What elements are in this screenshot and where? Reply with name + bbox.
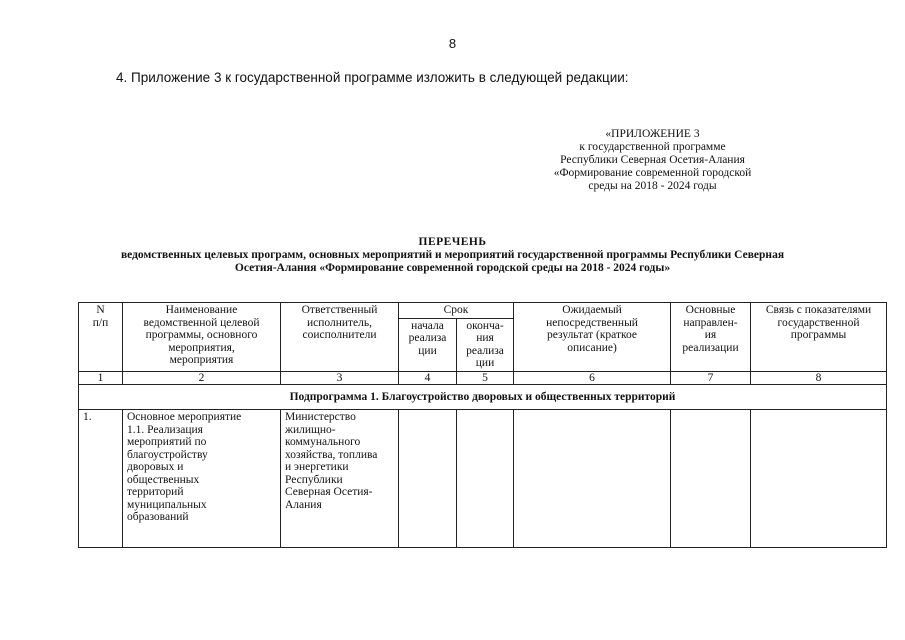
row-start: [399, 410, 457, 548]
appendix-line: среды на 2018 - 2024 годы: [588, 180, 717, 192]
row-responsible: Министерство жилищно- коммунального хозяйства, топлива и энергетики Республики Северная Осетия- Алания: [281, 410, 399, 548]
document-heading: [60, 236, 845, 275]
table-row: [79, 410, 887, 548]
subprogram-title: Подпрограмма 1. Благоустройство дворовых и общественных территорий: [79, 385, 887, 410]
header-name: Наименование ведомственной целевой программы, основного мероприятия, мероприятия: [123, 303, 281, 372]
column-number: 6: [514, 371, 671, 385]
header-directions: Основные направлен- ия реализации: [671, 303, 751, 372]
header-row: [79, 303, 887, 319]
appendix-line: «Формирование современной городской: [553, 167, 752, 179]
row-num: 1.: [79, 410, 123, 548]
header-num: N п/п: [79, 303, 123, 372]
row-result: [514, 410, 671, 548]
row-end: [457, 410, 514, 548]
header-end: оконча- ния реализа ции: [457, 318, 514, 371]
page-number: 8: [448, 36, 457, 51]
header-indicators: Связь с показателями государственной программы: [751, 303, 887, 372]
programs-table: [78, 302, 887, 548]
appendix-line: Республики Северная Осетия-Алания: [560, 154, 745, 166]
column-number: 2: [123, 371, 281, 385]
column-number: 3: [281, 371, 399, 385]
appendix-line: к государственной программе: [579, 141, 726, 153]
column-number: 5: [457, 371, 514, 385]
heading-subtitle-line: ведомственных целевых программ, основных мероприятий и мероприятий государственной программы Республики Северная: [120, 249, 785, 261]
row-indicators: [751, 410, 887, 548]
row-directions: [671, 410, 751, 548]
appendix-line: «ПРИЛОЖЕНИЕ 3: [605, 128, 700, 140]
heading-title: ПЕРЕЧЕНЬ: [418, 236, 487, 248]
intro-text: 4. Приложение 3 к государственной программе изложить в следующей редакции:: [116, 70, 629, 85]
subprogram-row: [79, 385, 887, 410]
row-name: Основное мероприятие 1.1. Реализация мероприятий по благоустройству дворовых и общественных территорий муниципальных образований: [123, 410, 281, 548]
header-start: начала реализа ции: [399, 318, 457, 371]
header-result: Ожидаемый непосредственный результат (краткое описание): [514, 303, 671, 372]
column-number: 8: [751, 371, 887, 385]
column-number: 7: [671, 371, 751, 385]
column-number: 4: [399, 371, 457, 385]
column-numbers-row: [79, 371, 887, 385]
appendix-block: [540, 128, 765, 193]
header-responsible: Ответственный исполнитель, соисполнители: [281, 303, 399, 372]
heading-subtitle-line: Осетия-Алания «Формирование современной городской среды на 2018 - 2024 годы»: [234, 262, 671, 274]
header-term: Срок: [399, 303, 514, 319]
column-number: 1: [79, 371, 123, 385]
